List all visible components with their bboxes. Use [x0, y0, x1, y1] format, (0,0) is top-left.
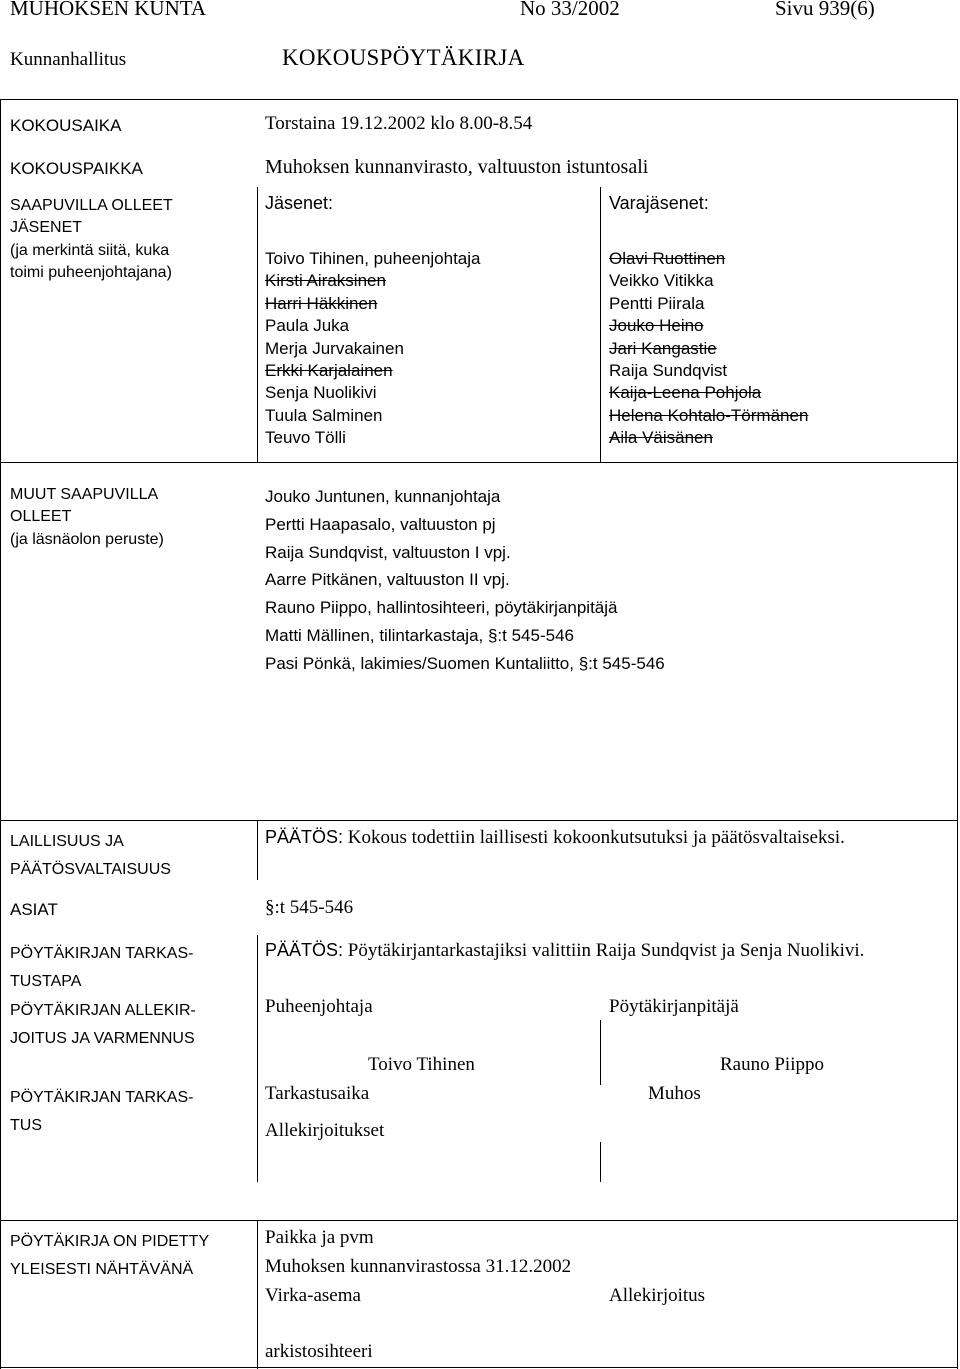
row-divider — [0, 1220, 958, 1221]
deputies-heading: Varajäsenet: — [609, 193, 709, 213]
secretary-label: Pöytäkirjanpitäjä — [609, 996, 739, 1017]
list-item: Aila Väisänen — [609, 428, 713, 448]
list-item: Jari Kangastie — [609, 338, 717, 358]
legality-label: LAILLISUUS JA PÄÄTÖSVALTAISUUS — [10, 833, 171, 878]
position-value: arkistosihteeri — [265, 1341, 373, 1362]
meeting-time-value: Torstaina 19.12.2002 klo 8.00-8.54 — [265, 113, 533, 134]
matters-label: ASIAT — [10, 900, 58, 919]
column-divider — [257, 187, 258, 463]
chair-name: Toivo Tihinen — [368, 1054, 475, 1075]
column-divider — [600, 1142, 601, 1182]
list-item: Kirsti Airaksinen — [265, 271, 386, 291]
body-name: Kunnanhallitus — [10, 49, 127, 70]
decision-text: Kokous todettiin laillisesti kokoonkutsutuksi ja päätösvaltaiseksi. — [347, 827, 845, 848]
column-divider — [257, 820, 258, 880]
list-item: Matti Mällinen, tilintarkastaja, §:t 545-546 — [265, 625, 574, 645]
table-left-border — [0, 99, 1, 1369]
list-item: Erkki Karjalainen — [265, 361, 393, 381]
decision-prefix: PÄÄTÖS: — [265, 940, 344, 960]
document-type-title: KOKOUSPÖYTÄKIRJA — [282, 45, 525, 70]
list-item: Kaija-Leena Pohjola — [609, 383, 762, 403]
list-item: Senja Nuolikivi — [265, 383, 377, 403]
document-number: No 33/2002 — [520, 0, 620, 20]
list-item: Pertti Haapasalo, valtuuston pj — [265, 514, 496, 534]
others-list — [265, 483, 665, 678]
list-item: Helena Kohtalo-Törmänen — [609, 405, 809, 425]
review-time-label: Tarkastusaika — [265, 1083, 370, 1104]
list-item: Jouko Heino — [609, 316, 704, 336]
row-divider — [0, 462, 958, 463]
list-item: Rauno Piippo, hallintosihteeri, pöytäkirjanpitäjä — [265, 598, 618, 618]
deputies-list — [609, 248, 808, 450]
review-method-decision — [265, 940, 864, 962]
members-heading: Jäsenet: — [265, 193, 334, 213]
column-divider — [257, 1221, 258, 1369]
column-divider — [600, 1020, 601, 1085]
table-bottom-border — [0, 1367, 958, 1368]
list-item: Pasi Pönkä, lakimies/Suomen Kuntaliitto, §:t 545-546 — [265, 653, 665, 673]
legality-decision — [265, 827, 845, 849]
place-date-label: Paikka ja pvm — [265, 1227, 374, 1248]
column-divider — [600, 187, 601, 463]
list-item: Raija Sundqvist, valtuuston I vpj. — [265, 542, 511, 562]
meeting-place-label: KOKOUSPAIKKA — [10, 159, 143, 178]
page-number: Sivu 939(6) — [775, 0, 875, 20]
decision-prefix: PÄÄTÖS: — [265, 827, 344, 847]
list-item: Pentti Piirala — [609, 293, 705, 313]
list-item: Harri Häkkinen — [265, 293, 378, 313]
signing-label: PÖYTÄKIRJAN ALLEKIR- JOITUS JA VARMENNUS — [10, 1002, 196, 1047]
attendees-label: SAAPUVILLA OLLEET JÄSENET (ja merkintä siitä, kuka toimi puheenjohtajana) — [10, 197, 173, 282]
review-place: Muhos — [648, 1083, 701, 1104]
members-list — [265, 248, 481, 450]
municipality-name: MUHOKSEN KUNTA — [10, 0, 207, 20]
list-item: Paula Juka — [265, 316, 350, 336]
list-item: Olavi Ruottinen — [609, 249, 726, 268]
others-label: MUUT SAAPUVILLA OLLEET (ja läsnäolon peruste) — [10, 486, 164, 548]
signature-label: Allekirjoitus — [609, 1285, 706, 1306]
position-label: Virka-asema — [265, 1285, 361, 1306]
signatures-label: Allekirjoitukset — [265, 1120, 385, 1141]
chair-label: Puheenjohtaja — [265, 996, 373, 1017]
list-item: Merja Jurvakainen — [265, 338, 404, 358]
list-item: Toivo Tihinen, puheenjohtaja — [265, 249, 481, 268]
matters-value: §:t 545-546 — [265, 897, 354, 918]
list-item: Raija Sundqvist — [609, 361, 728, 381]
column-divider — [257, 935, 258, 1182]
list-item: Aarre Pitkänen, valtuuston II vpj. — [265, 570, 510, 590]
list-item: Veikko Vitikka — [609, 271, 714, 291]
meeting-time-label: KOKOUSAIKA — [10, 116, 122, 135]
list-item: Teuvo Tölli — [265, 428, 346, 448]
row-divider — [0, 820, 958, 821]
table-right-border — [957, 99, 958, 1369]
review-method-label: PÖYTÄKIRJAN TARKAS- TUSTAPA — [10, 945, 194, 990]
public-notice-label: PÖYTÄKIRJA ON PIDETTY YLEISESTI NÄHTÄVÄNÄ — [10, 1233, 210, 1278]
review-label: PÖYTÄKIRJAN TARKAS- TUS — [10, 1089, 194, 1134]
decision-text: Pöytäkirjantarkastajiksi valittiin Raija Sundqvist ja Senja Nuolikivi. — [347, 940, 865, 961]
list-item: Jouko Juntunen, kunnanjohtaja — [265, 487, 501, 506]
table-top-border — [0, 99, 958, 100]
place-date-value: Muhoksen kunnanvirastossa 31.12.2002 — [265, 1256, 572, 1277]
secretary-name: Rauno Piippo — [720, 1054, 824, 1075]
list-item: Tuula Salminen — [265, 405, 383, 425]
meeting-place-value: Muhoksen kunnanvirasto, valtuuston istuntosali — [265, 156, 649, 178]
